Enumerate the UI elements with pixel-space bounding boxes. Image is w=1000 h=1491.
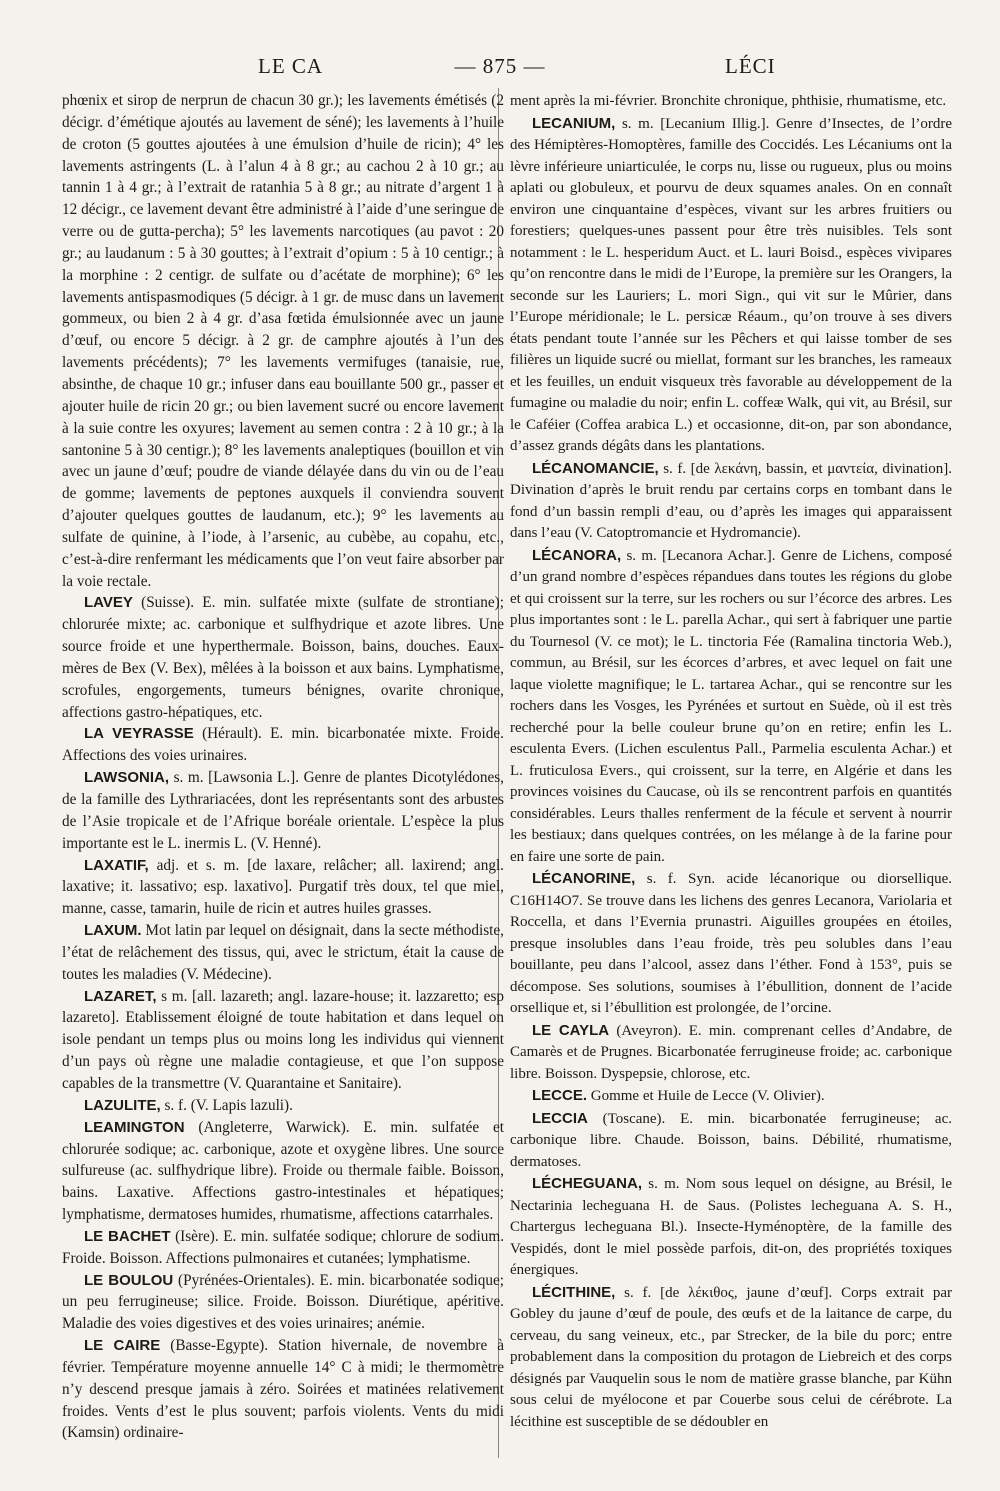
entry-headword: LÉCITHINE, bbox=[532, 1283, 616, 1301]
entry-text: s. m. Nom sous lequel on désigne, au Brésil, le Nectarinia lecheguana H. de Saus. (Polistes lecheguana A. S. H., Chartergus lecheguana Bl.). Insecte-Hyménoptère, de la famille des Vespidés, dont le miel possède parfois, dit-on, des propriétés toxiques énergiques. bbox=[510, 1176, 953, 1278]
dictionary-entry bbox=[510, 458, 952, 545]
dictionary-entry bbox=[510, 1173, 952, 1282]
dictionary-entry bbox=[62, 1335, 504, 1444]
page-number: — 875 — bbox=[454, 54, 546, 78]
entry-headword: LECCE. bbox=[532, 1087, 588, 1104]
dictionary-entry bbox=[62, 1117, 504, 1226]
entry-headword: LA VEYRASSE bbox=[84, 725, 194, 743]
entry-headword: LÉCANOMANCIE, bbox=[532, 459, 659, 477]
entry-headword: LEAMINGTON bbox=[84, 1118, 185, 1136]
dictionary-entry bbox=[62, 920, 504, 986]
entry-headword: LAXUM. bbox=[84, 922, 142, 940]
entry-text: phœnix et sirop de nerprun de chacun 30 gr.); les lavements émétisés (2 décigr. d’émétique ajoutés au lavement de séné); les lavements à l’huile de croton (5 gouttes ajoutées à une émulsion d’huile de ricin); 4° les lavements astringents (L. à l’alun 4 à 8 gr.; au cachou 2 à 10 gr.; au tannin 1 à 4 gr.; à l’extrait de ratanhia 5 à 8 gr.; au nitrate d’argent 1 à 12 décigr., ce lavement devant être administré à l’aide d’une seringue de verre ou de gutta-percha); 5° les lavements narcotiques (au pavot : 20 gr.; au laudanum : 5 à 30 gouttes; à l’extrait d’opium : 5 à 10 centigr.; à la morphine : 2 centigr. de sulfate ou d’acétate de morphine); 6° les lavements antispasmodiques (5 décigr. à 1 gr. de musc dans un lavement gommeux, ou bien 2 à 4 gr. d’asa fœtida émulsionnée avec un jaune d’œuf, ou encore 5 décigr. à 2 gr. de camphre ajoutés à l’un des lavements précédents); 7° les lavements vermifuges (tanaisie, rue, absinthe, de chaque 10 gr.; infuser dans eau bouillante 500 gr., passer et ajouter huile de ricin 20 gr.; ou bien lavement sucré ou encore lavement à la suie contre les oxyures; lavement au semen contra : 2 à 10 gr.; à la santonine 5 à 30 centigr.); 8° les lavements analeptiques (bouillon et vin avec un jaune d’œuf; poudre de viande délayée dans du vin ou de l’eau de gomme; lavements de peptones auxquels il conviendra souvent d’ajouter quelques gouttes de laudanum, etc.); 9° les lavements au sulfate de quinine, à l’iode, à l’arsenic, au cubèbe, au copahu, etc., c’est-à-dire renfermant les médicaments que l’on veut faire absorber par la voie rectale. bbox=[62, 92, 504, 590]
entry-text: ment après la mi-février. Bronchite chronique, phthisie, rhumatisme, etc. bbox=[510, 93, 947, 109]
entry-text: s. m. [Lecanium Illig.]. Genre d’Insectes, de l’ordre des Hémiptères-Homoptères, famille des Coccidés. Les Lécaniums ont la lèvre inférieure uniarticulée, le corps nu, lisse ou rugueux, plus ou moins aplati ou globuleux, et pourvu de deux squames anales. On en connaît environ une cinquantaine d’espèces, vivant sur les arbres fruitiers ou forestiers; quelques-unes passent pour être très nuisibles. Tels sont notamment : le L. hesperidum Auct. et L. lauri Boisd., espèces vivipares qu’on rencontre dans le midi de l’Europe, la première sur les Orangers, la seconde sur les Lauriers; L. mori Sign., qui vit sur le Mûrier, dans l’Europe méridionale; le L. persicæ Réaum., qu’on trouve à ses divers états pendant toute l’année sur les Pêchers et qui laisse tomber de ses filières un liquide sucré ou miellat, formant sur les branches, les rameaux et les feuilles, un enduit visqueux très favorable au développement de la fumagine ou maladie du noir; enfin L. coffeæ Walk, qui vit, au Brésil, sur le Caféier (Coffea arabica L.) et occasionne, dit-on, par son abondance, d’assez grands dégâts dans les plantations. bbox=[510, 115, 953, 454]
entry-headword: LÉCANORA, bbox=[532, 546, 622, 564]
entry-text: (Toscane). E. min. bicarbonatée ferrugineuse; ac. carbonique libre. Chaude. Boisson, bains. Débilité, rhumatisme, dermatoses. bbox=[510, 1110, 952, 1170]
entry-text: (Suisse). E. min. sulfatée mixte (sulfate de strontiane); chlorurée mixte; ac. carbonique et sulfhydrique et azote libres. Une source froide et une hyperthermale. Boisson, bains, douches. Eaux-mères de Bex (V. Bex), mêlées à la boisson et aux bains. Lymphatisme, scrofules, engorgements, tumeurs bénignes, ovarite chronique, affections gastro-hépatiques, etc. bbox=[62, 594, 504, 721]
entry-headword: LECANIUM, bbox=[532, 114, 616, 132]
running-head-right: LÉCI bbox=[725, 54, 776, 78]
entry-headword: LAXATIF, bbox=[84, 856, 149, 874]
entry-text: s. f. [de λέκιθος, jaune d’œuf]. Corps extrait par Gobley du jaune d’œuf de poule, des œufs et de la laitance de carpe, du cerveau, du sang veineux, etc., par Strecker, de la bile du porc; entre probablement dans la composition du protagon de Liebreich et des corps désignés par Vauquelin sous le nom de matière grasse blanche, par Kühn sous celui de myélocone et par Couerbe sous celui de cérébrote. La lécithine est susceptible de se dédoubler en bbox=[510, 1284, 952, 1430]
dictionary-entry bbox=[62, 1270, 504, 1336]
entry-text: s. f. Syn. acide lécanorique ou diorsellique. C16H14O7. Se trouve dans les lichens des genres Lecanora, Variolaria et Roccella, et dans l’Evernia prunastri. Aiguilles groupées en étoiles, presque insolubles dans l’eau froide, très peu solubles dans l’eau bouillante, peu dans l’alcool, assez dans l’éther. Fond à 153°, puis se décompose. Ses solutions, soumises à l’ébullition, donnent de l’acide orsellique et, si l’ébullition est prolongée, de l’orcine. bbox=[510, 871, 952, 1016]
dictionary-entry bbox=[62, 1226, 504, 1270]
dictionary-entry bbox=[510, 90, 952, 113]
entry-text: s m. [all. lazareth; angl. lazare-house; it. lazzaretto; esp lazareto]. Etablissement éloigné de toute habitation et dans lequel on isole pendant un temps plus ou moins long les individus qui viennent d’un pays où règne une maladie contagieuse, et que l’on suppose capables de la transmettre (V. Quarantaine et Sanitaire). bbox=[62, 987, 505, 1092]
entry-headword: LAZULITE, bbox=[84, 1096, 161, 1114]
entry-headword: LE BACHET bbox=[84, 1227, 171, 1245]
dictionary-entry bbox=[62, 1095, 504, 1117]
entry-headword: LÉCANORINE, bbox=[532, 870, 636, 887]
entry-text: (Angleterre, Warwick). E. min. sulfatée et chlorurée sodique; ac. carbonique, azote et oxygène libres. Une source sulfureuse (ac. sulfhydrique libre). Froide ou thermale faible. Boisson, bains. Laxative. Affections gastro-intestinales et hépatiques; lymphatisme, dermatoses humides, rhumatisme, affections catarrhales. bbox=[62, 1118, 504, 1224]
dictionary-entry bbox=[510, 1085, 952, 1108]
left-column bbox=[62, 90, 504, 1444]
entry-text: s. m. [Lawsonia L.]. Genre de plantes Dicotylédones, de la famille des Lythrariacées, dont les représentants sont des arbustes de l’Asie tropicale et de l’Afrique boréale orientale. L’espèce la plus importante est le L. inermis L. (V. Henné). bbox=[62, 769, 504, 852]
entry-headword: LAZARET, bbox=[84, 987, 157, 1005]
entry-text: (Basse-Egypte). Station hivernale, de novembre à février. Température moyenne annuelle 14° C à midi; le thermomètre n’y descend presque jamais à zéro. Soirées et matinées relativement froides. Vents d’est le plus souvent; parfois violents. Vents du midi (Kamsin) ordinaire- bbox=[62, 1337, 505, 1442]
dictionary-entry bbox=[62, 90, 504, 592]
dictionary-entry bbox=[510, 545, 952, 869]
entry-text: s. m. [Lecanora Achar.]. Genre de Lichens, composé d’un grand nombre d’espèces répandues dans toutes les régions du globe et qui croissent sur la terre, sur les rochers ou sur l’écorce des arbres. Les plus importantes sont : le L. parella Achar., qui sert à fabriquer une partie du Tournesol (V. ce mot); le L. tinctoria Fée (Ramalina tinctoria Web.), commun, au Brésil, sur les écorces d’arbres, et avec lequel on fait une laque violette magnifique; le L. tartarea Achar., qui se rencontre sur les rochers dans les Vosges, les Pyrénées et surtout en Suède, où il est très recherché pour la belle couleur brune qu’on en retire; enfin les L. esculenta Evers. (Lichen esculentus Pall., Parmelia esculenta Achar.) et L. fruticulosa Evers., qui croissent, sur la terre, en Algérie et dans les provinces voisines du Caucase, où ils se rencontrent parfois en quantités considérables. Leurs thalles renferment de la fécule et servent à nourrir les bestiaux; dans quelques contrées, on les mélange à de la farine pour en faire une sorte de pain. bbox=[510, 547, 952, 865]
entry-text: (Aveyron). E. min. comprenant celles d’Andabre, de Camarès et de Prugnes. Bicarbonatée ferrugineuse froide; ac. carbonique libre. Boisson. Dyspepsie, chlorose, etc. bbox=[510, 1022, 953, 1082]
entry-text: s. f. (V. Lapis lazuli). bbox=[164, 1096, 293, 1114]
entry-headword: LE CAYLA bbox=[532, 1021, 610, 1039]
entry-text: Mot latin par lequel on désignait, dans la secte méthodiste, l’état de relâchement des tissus, qui, avec le strictum, était la cause de toutes les maladies (V. Médecine). bbox=[62, 922, 504, 983]
entry-headword: LÉCHEGUANA, bbox=[532, 1175, 643, 1192]
entry-headword: LE BOULOU bbox=[84, 1271, 174, 1289]
dictionary-entry bbox=[62, 986, 504, 1095]
entry-headword: LAWSONIA, bbox=[84, 769, 169, 787]
entry-text: s. f. [de λεκάνη, bassin, et μαντεία, divination]. Divination d’après le bruit rendu par certains corps en tombant dans le fond d’un bassin rempli d’eau, ou d’après les images qui apparaissent dans l’eau (V. Catoptromancie et Hydromancie). bbox=[510, 460, 952, 541]
dictionary-entry bbox=[510, 113, 952, 458]
entry-headword: LAVEY bbox=[84, 594, 133, 612]
entry-text: (Isère). E. min. sulfatée sodique; chlorure de sodium. Froide. Boisson. Affections pulmonaires et cutanées; lymphatisme. bbox=[62, 1227, 505, 1267]
dictionary-entry bbox=[62, 592, 504, 723]
dictionary-entry bbox=[510, 1020, 952, 1086]
dictionary-entry bbox=[510, 868, 952, 1020]
entry-text: adj. et s. m. [de laxare, relâcher; all. laxirend; angl. laxative; it. lassativo; esp. laxativo]. Purgatif très doux, tel que miel, manne, casse, tamarin, huile de ricin et autres huiles grasses. bbox=[62, 856, 504, 918]
entry-headword: LE CAIRE bbox=[84, 1337, 161, 1355]
dictionary-entry bbox=[62, 723, 504, 767]
dictionary-entry bbox=[62, 855, 504, 921]
running-head-left: LE CA bbox=[258, 54, 324, 78]
entry-headword: LECCIA bbox=[532, 1109, 588, 1127]
dictionary-entry bbox=[510, 1282, 952, 1434]
dictionary-entry bbox=[62, 767, 504, 854]
dictionary-entry bbox=[510, 1108, 952, 1174]
page-header bbox=[0, 54, 1000, 84]
entry-text: (Hérault). E. min. bicarbonatée mixte. Froide. Affections des voies urinaires. bbox=[62, 725, 504, 765]
entry-text: Gomme et Huile de Lecce (V. Olivier). bbox=[590, 1088, 825, 1104]
entry-text: (Pyrénées-Orientales). E. min. bicarbonatée sodique; un peu ferrugineuse; silice. Froide. Boisson. Diurétique, apéritive. Maladie des voies digestives et des voies urinaires; anémie. bbox=[62, 1271, 504, 1333]
right-column bbox=[510, 90, 952, 1433]
